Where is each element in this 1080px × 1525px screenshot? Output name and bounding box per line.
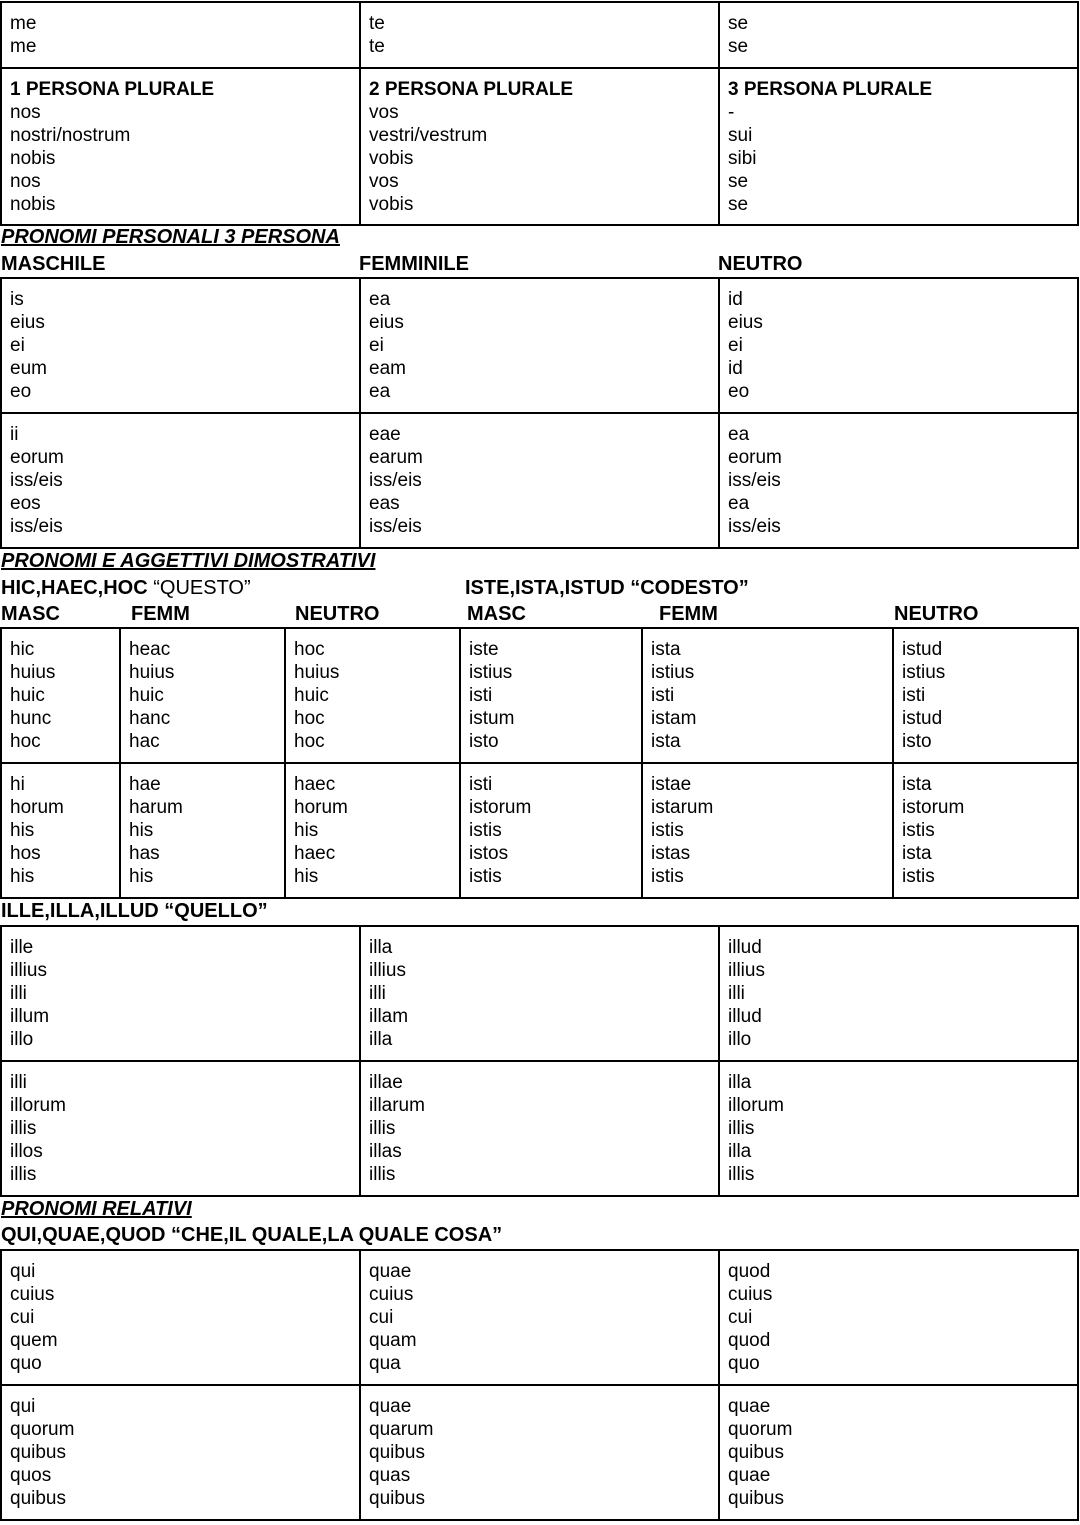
cell-line: nobis — [10, 194, 56, 215]
cell-line: te — [369, 36, 385, 57]
table-cell — [1, 926, 360, 1061]
cell-line: illis — [369, 1118, 396, 1139]
table-row — [1, 413, 1078, 548]
cell-line: illo — [10, 1029, 34, 1050]
relativi-table — [0, 1249, 1079, 1521]
cell-line: quorum — [10, 1419, 75, 1440]
cell-line: hunc — [10, 708, 52, 729]
cell-line: istorum — [902, 797, 965, 818]
cell-line: his — [129, 866, 154, 887]
cell-line: iss/eis — [369, 470, 422, 491]
cell-line: ista — [902, 774, 932, 795]
section-title-relativi: PRONOMI RELATIVI — [1, 1198, 192, 1220]
table-row — [1, 68, 1078, 225]
cell-line: ii — [10, 424, 19, 445]
cell-line: illa — [728, 1072, 752, 1093]
cell-line: illas — [369, 1141, 402, 1162]
table-row — [1, 1061, 1078, 1196]
cell-line: huic — [294, 685, 329, 706]
cell-line: vos — [369, 102, 399, 123]
cell-line: istis — [902, 866, 935, 887]
cell-line: illorum — [10, 1095, 66, 1116]
cell-line: eius — [728, 312, 763, 333]
cell-line: quarum — [369, 1419, 434, 1440]
cell-line: horum — [294, 797, 348, 818]
cell-line: isto — [902, 731, 932, 752]
cell-line: quibus — [728, 1488, 784, 1509]
table-cell — [360, 1061, 719, 1196]
cell-line: nostri/nostrum — [10, 125, 131, 146]
cell-line: te — [369, 13, 385, 34]
table-cell — [285, 763, 460, 898]
cell-line: istis — [469, 820, 502, 841]
label-neutro-hic: NEUTRO — [295, 603, 380, 625]
cell-line: qui — [10, 1396, 36, 1417]
cell-line: se — [728, 194, 749, 215]
cell-line: hoc — [294, 639, 325, 660]
cell-line: iss/eis — [728, 516, 781, 537]
table-cell — [120, 628, 285, 763]
cell-line: cuius — [10, 1284, 55, 1305]
table-row — [1, 628, 1078, 763]
cell-line: ea — [369, 289, 391, 310]
ille-table — [0, 925, 1079, 1197]
personali-3-table — [0, 277, 1079, 549]
cell-line: istius — [651, 662, 695, 683]
cell-line: illos — [10, 1141, 43, 1162]
cell-line: istud — [902, 708, 943, 729]
section-title-dimostrativi: PRONOMI E AGGETTIVI DIMOSTRATIVI — [1, 550, 376, 572]
cell-line: eo — [10, 381, 32, 402]
cell-line: quo — [10, 1353, 42, 1374]
table-cell — [719, 1385, 1078, 1520]
table-cell — [1, 1061, 360, 1196]
table-cell — [719, 278, 1078, 413]
cell-line: his — [10, 820, 35, 841]
cell-line: illi — [369, 983, 386, 1004]
cell-line: isti — [469, 685, 493, 706]
table-cell — [1, 68, 360, 225]
cell-line: cui — [369, 1307, 394, 1328]
cell-line: quae — [369, 1396, 412, 1417]
cell-line: - — [728, 102, 735, 123]
cell-line: harum — [129, 797, 183, 818]
cell-line: nos — [10, 171, 41, 192]
cell-line: illis — [10, 1118, 37, 1139]
table-cell — [1, 278, 360, 413]
cell-line: quae — [728, 1396, 771, 1417]
table-cell — [120, 763, 285, 898]
label-neutro-iste: NEUTRO — [894, 603, 979, 625]
table-cell — [360, 1250, 719, 1385]
table-row — [1, 1250, 1078, 1385]
cell-line: se — [728, 36, 749, 57]
table-cell — [460, 763, 642, 898]
cell-line: illis — [369, 1164, 396, 1185]
iste-title: ISTE,ISTA,ISTUD “CODESTO” — [465, 577, 749, 599]
cell-line: istas — [651, 843, 691, 864]
cell-line: earum — [369, 447, 423, 468]
cell-line: me — [10, 36, 37, 57]
table-cell — [360, 2, 719, 68]
cell-line: illius — [728, 960, 765, 981]
cell-line: me — [10, 13, 37, 34]
table-cell — [285, 628, 460, 763]
cell-line: nos — [10, 102, 41, 123]
cell-line: is — [10, 289, 24, 310]
table-row — [1, 763, 1078, 898]
cell-line: illa — [728, 1141, 752, 1162]
table-cell — [360, 1385, 719, 1520]
cell-line: hae — [129, 774, 161, 795]
hic-title-name: HIC,HAEC,HOC — [1, 577, 148, 599]
cell-line: hi — [10, 774, 25, 795]
hic-title-meaning: “QUESTO” — [153, 577, 251, 599]
cell-line: iss/eis — [10, 470, 63, 491]
cell-line: ea — [728, 424, 750, 445]
cell-line: eum — [10, 358, 47, 379]
cell-line: istis — [651, 866, 684, 887]
cell-line: quae — [728, 1465, 771, 1486]
cell-line: se — [728, 171, 749, 192]
cell-line: quem — [10, 1330, 58, 1351]
cell-line: isti — [651, 685, 675, 706]
cell-line: qui — [10, 1261, 36, 1282]
cell-line: quo — [728, 1353, 760, 1374]
cell-line: eos — [10, 493, 41, 514]
cell-line: illa — [369, 1029, 393, 1050]
cell-line: illud — [728, 1006, 762, 1027]
cell-line: quas — [369, 1465, 411, 1486]
cell-line: isto — [469, 731, 499, 752]
cell-line: illorum — [728, 1095, 784, 1116]
cell-line: eae — [369, 424, 401, 445]
cell-line: istius — [902, 662, 946, 683]
cell-line: hoc — [294, 731, 325, 752]
cell-line: istarum — [651, 797, 714, 818]
cell-line: hoc — [294, 708, 325, 729]
cell-line: cuius — [369, 1284, 414, 1305]
cell-line: istorum — [469, 797, 532, 818]
cell-line: ista — [902, 843, 932, 864]
section-title-ille: ILLE,ILLA,ILLUD “QUELLO” — [1, 900, 268, 922]
table-cell — [360, 278, 719, 413]
cell-line: iste — [469, 639, 499, 660]
cell-line: vobis — [369, 148, 414, 169]
cell-line: illius — [369, 960, 406, 981]
section-title-personali-3: PRONOMI PERSONALI 3 PERSONA — [1, 226, 340, 248]
cell-line: heac — [129, 639, 171, 660]
cell-line: illam — [369, 1006, 409, 1027]
cell-line: his — [10, 866, 35, 887]
cell-line: illo — [728, 1029, 752, 1050]
cell-line: istae — [651, 774, 692, 795]
table-cell — [1, 628, 120, 763]
cell-line: hoc — [10, 731, 41, 752]
cell-line: hanc — [129, 708, 171, 729]
cell-line: ei — [728, 335, 743, 356]
label-femm-hic: FEMM — [131, 603, 190, 625]
table-cell — [1, 1250, 360, 1385]
cell-line: hic — [10, 639, 35, 660]
hic-title — [1, 576, 251, 600]
cell-line: quibus — [369, 1488, 425, 1509]
table-cell — [460, 628, 642, 763]
dimostrativi-table — [0, 627, 1079, 899]
table-cell — [893, 628, 1078, 763]
relativi-subtitle: QUI,QUAE,QUOD “CHE,IL QUALE,LA QUALE COSA” — [1, 1224, 503, 1246]
cell-line: eius — [369, 312, 404, 333]
cell-line: istius — [469, 662, 513, 683]
label-femminile: FEMMINILE — [359, 253, 469, 275]
table-cell — [642, 628, 893, 763]
cell-line: iss/eis — [10, 516, 63, 537]
table-cell — [360, 926, 719, 1061]
cell-line: istis — [651, 820, 684, 841]
table-cell — [719, 1250, 1078, 1385]
cell-line: eorum — [728, 447, 782, 468]
cell-line: ei — [369, 335, 384, 356]
table-cell — [1, 2, 360, 68]
cell-line: has — [129, 843, 160, 864]
cell-line: illud — [728, 937, 762, 958]
cell-line: quibus — [10, 1442, 66, 1463]
cell-line: illis — [10, 1164, 37, 1185]
cell-line: his — [294, 866, 319, 887]
cell-line: cui — [10, 1307, 35, 1328]
cell-line: his — [294, 820, 319, 841]
cell-line: haec — [294, 774, 336, 795]
cell-line: ei — [10, 335, 25, 356]
table-cell — [719, 413, 1078, 548]
cell-line: quibus — [369, 1442, 425, 1463]
cell-line: cuius — [728, 1284, 773, 1305]
cell-line: quibus — [728, 1442, 784, 1463]
cell-line: illi — [10, 1072, 27, 1093]
cell-line: illae — [369, 1072, 403, 1093]
cell-line: huic — [129, 685, 164, 706]
cell-line: istos — [469, 843, 509, 864]
cell-line: illi — [10, 983, 27, 1004]
cell-line: nobis — [10, 148, 56, 169]
cell-line: istis — [469, 866, 502, 887]
cell-line: eorum — [10, 447, 64, 468]
column-header: 3 PERSONA PLURALE — [728, 79, 933, 100]
cell-line: illi — [728, 983, 745, 1004]
table-cell — [360, 413, 719, 548]
table-row — [1, 926, 1078, 1061]
cell-line: iss/eis — [369, 516, 422, 537]
cell-line: his — [129, 820, 154, 841]
cell-line: eam — [369, 358, 406, 379]
table-cell — [719, 926, 1078, 1061]
cell-line: quod — [728, 1261, 771, 1282]
label-neutro: NEUTRO — [718, 253, 803, 275]
cell-line: quam — [369, 1330, 417, 1351]
cell-line: illarum — [369, 1095, 425, 1116]
table-row — [1, 278, 1078, 413]
cell-line: ille — [10, 937, 34, 958]
cell-line: illum — [10, 1006, 50, 1027]
cell-line: eas — [369, 493, 400, 514]
cell-line: id — [728, 289, 743, 310]
cell-line: quorum — [728, 1419, 793, 1440]
cell-line: ista — [651, 731, 681, 752]
cell-line: hos — [10, 843, 41, 864]
table-row — [1, 1385, 1078, 1520]
table-cell — [1, 1385, 360, 1520]
cell-line: illa — [369, 937, 393, 958]
label-femm-iste: FEMM — [659, 603, 718, 625]
cell-line: vobis — [369, 194, 414, 215]
cell-line: istam — [651, 708, 697, 729]
table-cell — [360, 68, 719, 225]
table-cell — [719, 2, 1078, 68]
cell-line: iss/eis — [728, 470, 781, 491]
cell-line: sui — [728, 125, 753, 146]
cell-line: se — [728, 13, 749, 34]
cell-line: illis — [728, 1164, 755, 1185]
label-maschile: MASCHILE — [1, 253, 106, 275]
cell-line: ea — [728, 493, 750, 514]
cell-line: huius — [294, 662, 340, 683]
cell-line: isti — [902, 685, 926, 706]
cell-line: haec — [294, 843, 336, 864]
cell-line: quod — [728, 1330, 771, 1351]
cell-line: vos — [369, 171, 399, 192]
cell-line: sibi — [728, 148, 757, 169]
table-cell — [719, 1061, 1078, 1196]
cell-line: id — [728, 358, 743, 379]
column-header: 2 PERSONA PLURALE — [369, 79, 574, 100]
cell-line: horum — [10, 797, 64, 818]
cell-line: eo — [728, 381, 750, 402]
cell-line: isti — [469, 774, 493, 795]
cell-line: illis — [728, 1118, 755, 1139]
cell-line: quos — [10, 1465, 52, 1486]
cell-line: qua — [369, 1353, 401, 1374]
cell-line: huius — [10, 662, 56, 683]
cell-line: istum — [469, 708, 515, 729]
cell-line: eius — [10, 312, 45, 333]
cell-line: istis — [902, 820, 935, 841]
cell-line: quibus — [10, 1488, 66, 1509]
table-cell — [1, 413, 360, 548]
personal-pronouns-table — [0, 1, 1079, 226]
table-cell — [642, 763, 893, 898]
label-masc-iste: MASC — [467, 603, 526, 625]
table-cell — [719, 68, 1078, 225]
cell-line: quae — [369, 1261, 412, 1282]
table-row — [1, 2, 1078, 68]
cell-line: ea — [369, 381, 391, 402]
cell-line: istud — [902, 639, 943, 660]
cell-line: hac — [129, 731, 160, 752]
cell-line: illius — [10, 960, 47, 981]
cell-line: huic — [10, 685, 45, 706]
table-cell — [893, 763, 1078, 898]
cell-line: cui — [728, 1307, 753, 1328]
cell-line: vestri/vestrum — [369, 125, 488, 146]
table-cell — [1, 763, 120, 898]
column-header: 1 PERSONA PLURALE — [10, 79, 215, 100]
cell-line: huius — [129, 662, 175, 683]
cell-line: ista — [651, 639, 681, 660]
label-masc-hic: MASC — [1, 603, 60, 625]
